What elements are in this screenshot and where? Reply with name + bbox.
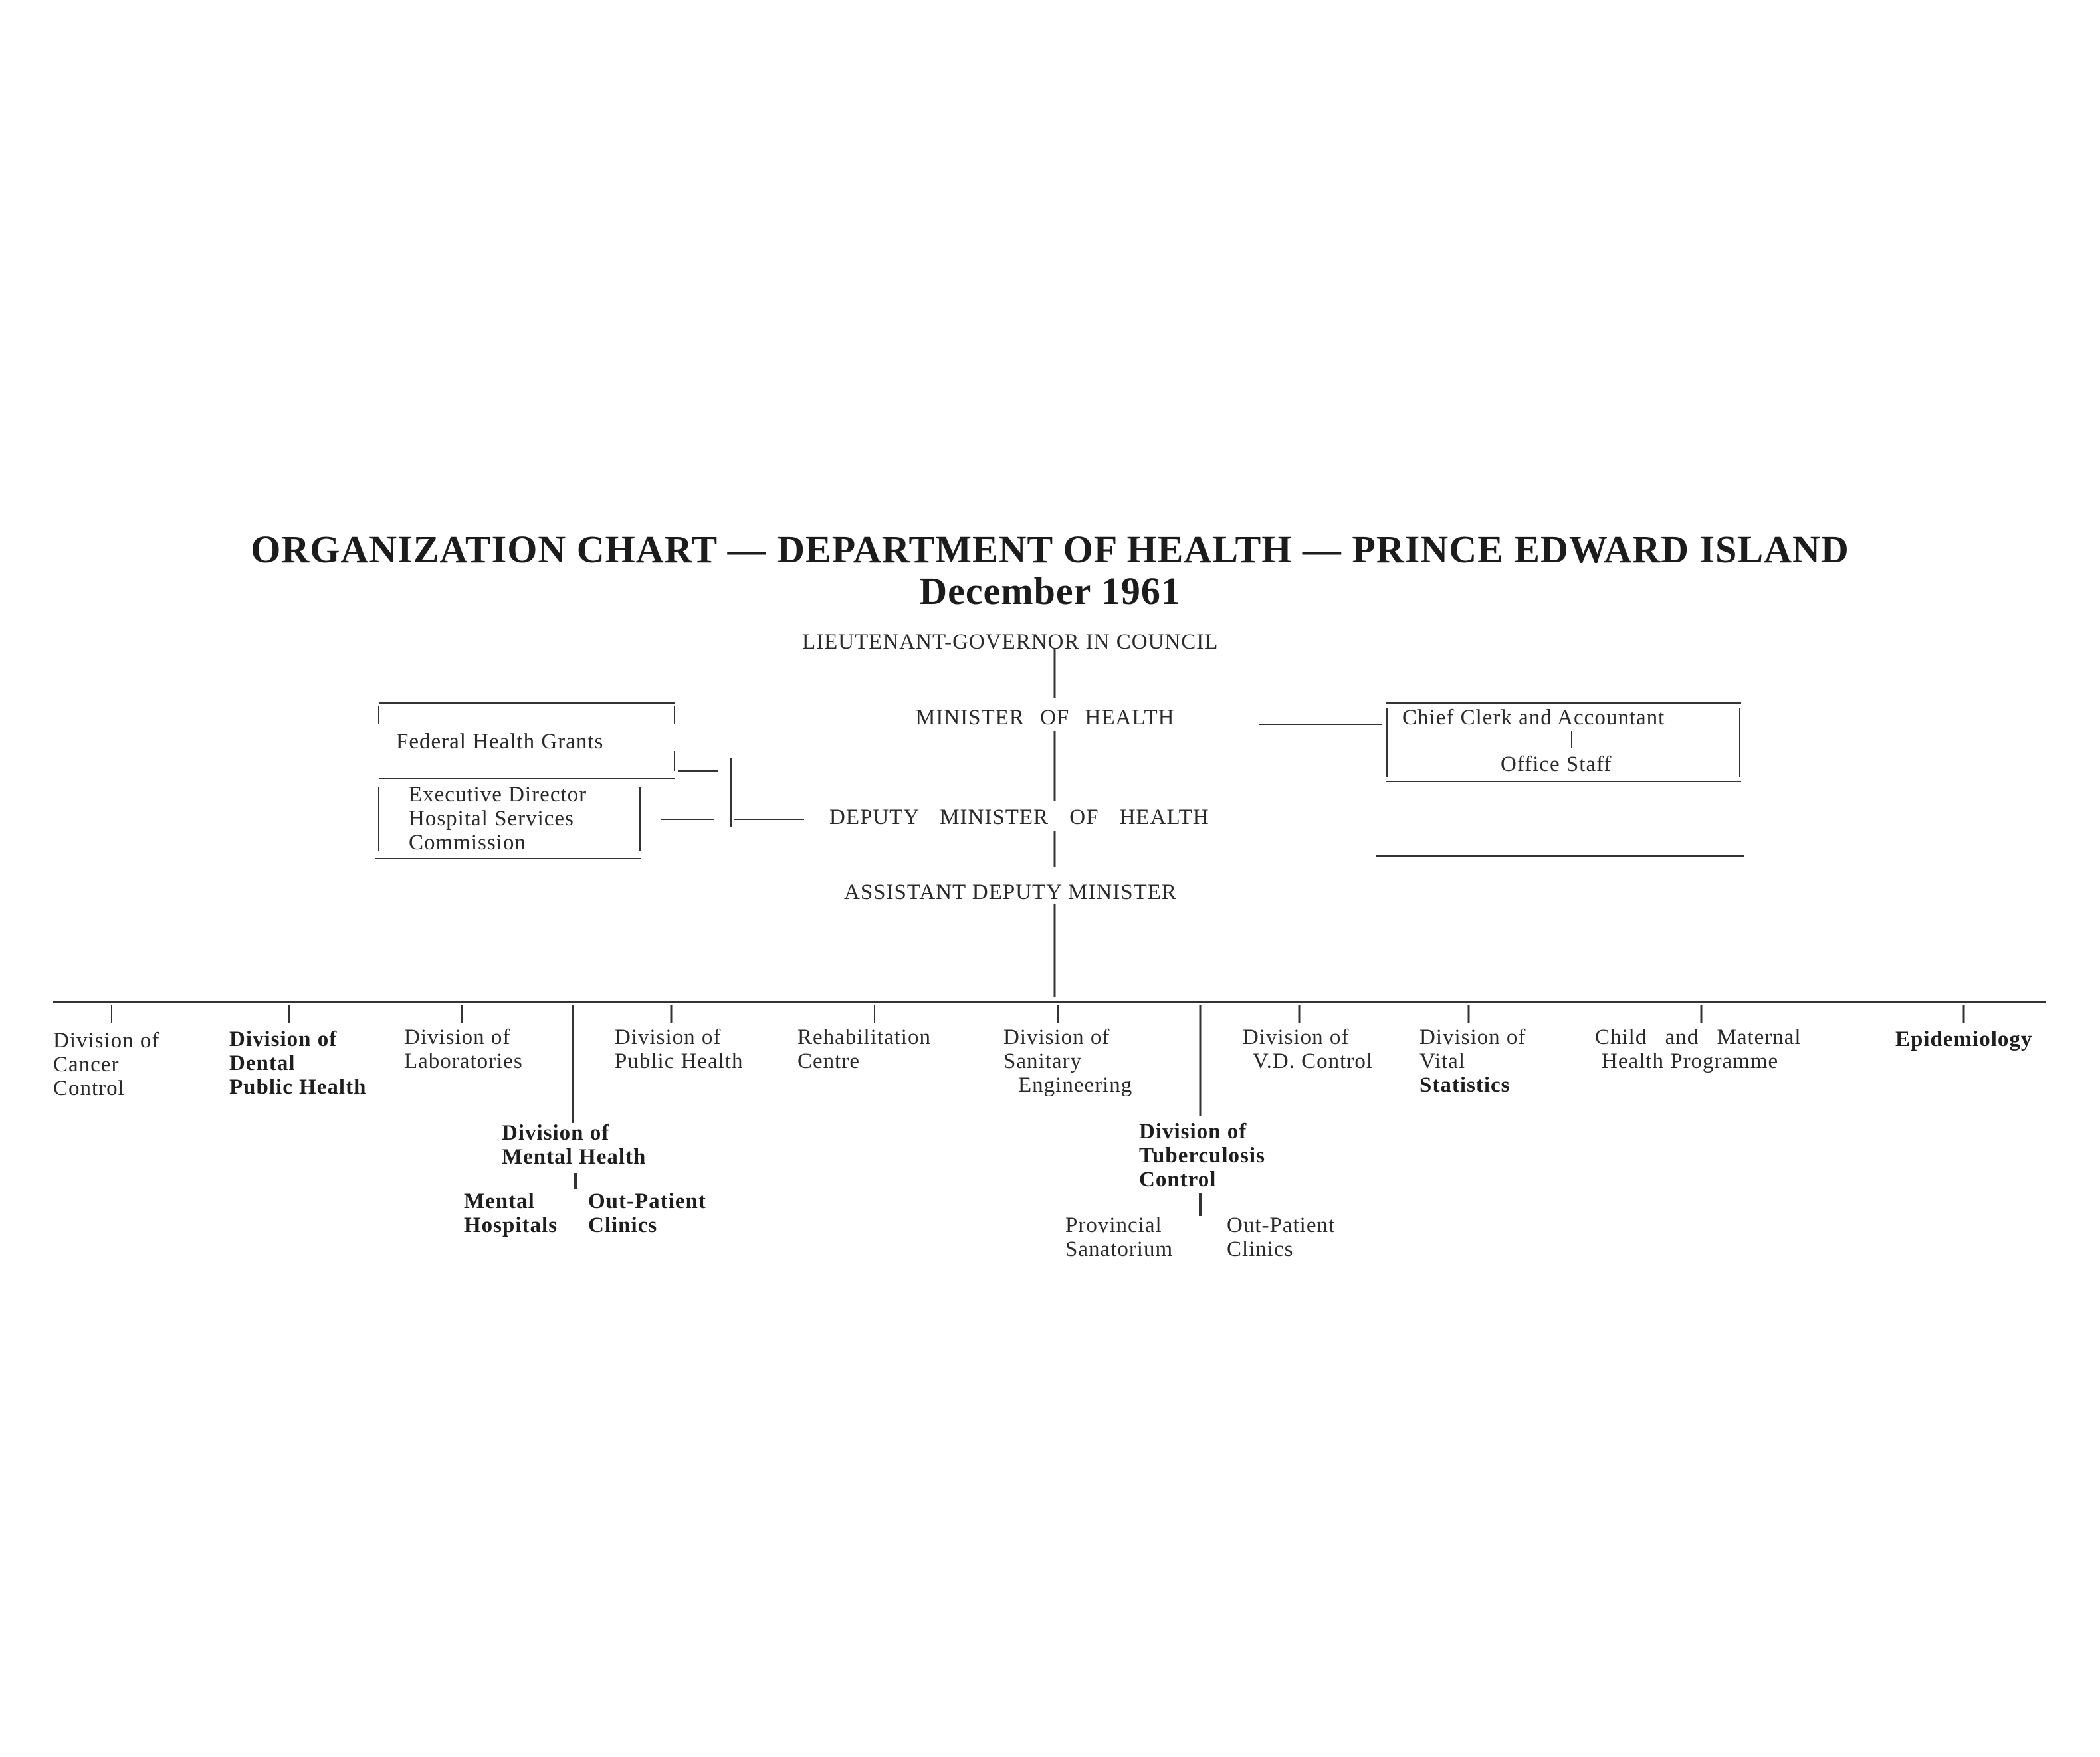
- cancer-l3: Control: [53, 1077, 125, 1100]
- child-l2: Health Programme: [1602, 1049, 1779, 1073]
- tb-l1: Division of: [1139, 1120, 1247, 1144]
- sana-l1: Provincial: [1065, 1213, 1162, 1237]
- rehab-l1: Rehabilitation: [797, 1025, 931, 1049]
- exec-line-1: Executive Director: [409, 783, 587, 807]
- node-mental-hospitals: [464, 1189, 558, 1237]
- exec-line-2: Hospital Services: [409, 807, 574, 831]
- cancer-l1: Division of: [53, 1029, 160, 1053]
- node-federal-grants: Federal Health Grants: [396, 730, 604, 754]
- div-cancer: [53, 1029, 159, 1100]
- node-sanatorium: [1065, 1213, 1173, 1261]
- vd-l1: Division of: [1243, 1025, 1350, 1049]
- mop-l1: Out-Patient: [588, 1189, 706, 1213]
- node-exec-director: [409, 783, 587, 855]
- node-assistant: ASSISTANT DEPUTY MINISTER: [844, 880, 1177, 904]
- public-l1: Division of: [615, 1025, 722, 1049]
- tb-l3: Control: [1139, 1168, 1217, 1191]
- node-office-staff: Office Staff: [1501, 752, 1612, 776]
- div-public-health: [615, 1025, 744, 1073]
- cancer-l2: Cancer: [53, 1053, 120, 1077]
- div-laboratories: [404, 1025, 523, 1073]
- vital-l3: Statistics: [1419, 1073, 1511, 1097]
- epi-l1: Epidemiology: [1895, 1027, 2033, 1051]
- div-child-maternal: [1595, 1025, 1802, 1073]
- chart-subtitle: December 1961: [919, 569, 1181, 613]
- san-l1: Division of: [1003, 1025, 1110, 1049]
- div-epidemiology: [1895, 1027, 2032, 1051]
- div-vital: [1419, 1025, 1526, 1097]
- tbop-l1: Out-Patient: [1227, 1213, 1336, 1237]
- div-tuberculosis: [1139, 1120, 1265, 1191]
- public-l2: Public Health: [615, 1049, 744, 1073]
- mental-l2: Mental Health: [502, 1145, 647, 1169]
- div-sanitary: [1003, 1025, 1132, 1097]
- node-mental-outpatient: [588, 1189, 706, 1237]
- mop-l2: Clinics: [588, 1213, 658, 1237]
- div-dental: [229, 1027, 366, 1099]
- mental-l1: Division of: [502, 1121, 610, 1145]
- child-l1: Child and Maternal: [1595, 1025, 1802, 1049]
- vital-l2: Vital: [1419, 1049, 1466, 1073]
- vital-l1: Division of: [1419, 1025, 1526, 1049]
- labs-l2: Laboratories: [404, 1049, 523, 1073]
- mhosp-l1: Mental: [464, 1189, 535, 1213]
- node-minister: MINISTER OF HEALTH: [916, 706, 1175, 730]
- san-l2: Sanitary: [1003, 1049, 1082, 1073]
- exec-line-3: Commission: [409, 831, 526, 855]
- chart-title: ORGANIZATION CHART — DEPARTMENT OF HEALTH — PRINCE EDWARD ISLAND: [251, 528, 1849, 571]
- san-l3: Engineering: [1018, 1073, 1133, 1097]
- div-mental-health: [502, 1121, 646, 1169]
- tbop-l2: Clinics: [1227, 1237, 1294, 1261]
- labs-l1: Division of: [404, 1025, 511, 1049]
- node-tb-outpatient: [1227, 1213, 1335, 1261]
- rehab-l2: Centre: [797, 1049, 860, 1073]
- dental-l2: Dental: [229, 1051, 296, 1075]
- sana-l2: Sanatorium: [1065, 1237, 1174, 1261]
- node-chief-clerk: Chief Clerk and Accountant: [1402, 706, 1665, 730]
- div-vd: [1243, 1025, 1373, 1073]
- div-rehabilitation: [797, 1025, 931, 1073]
- dental-l3: Public Health: [229, 1075, 367, 1099]
- mhosp-l2: Hospitals: [464, 1213, 558, 1237]
- node-deputy: DEPUTY MINISTER OF HEALTH: [829, 805, 1209, 829]
- tb-l2: Tuberculosis: [1139, 1144, 1265, 1168]
- vd-l2: V.D. Control: [1253, 1049, 1373, 1073]
- dental-l1: Division of: [229, 1027, 338, 1051]
- node-lt-governor: LIEUTENANT-GOVERNOR IN COUNCIL: [802, 630, 1219, 654]
